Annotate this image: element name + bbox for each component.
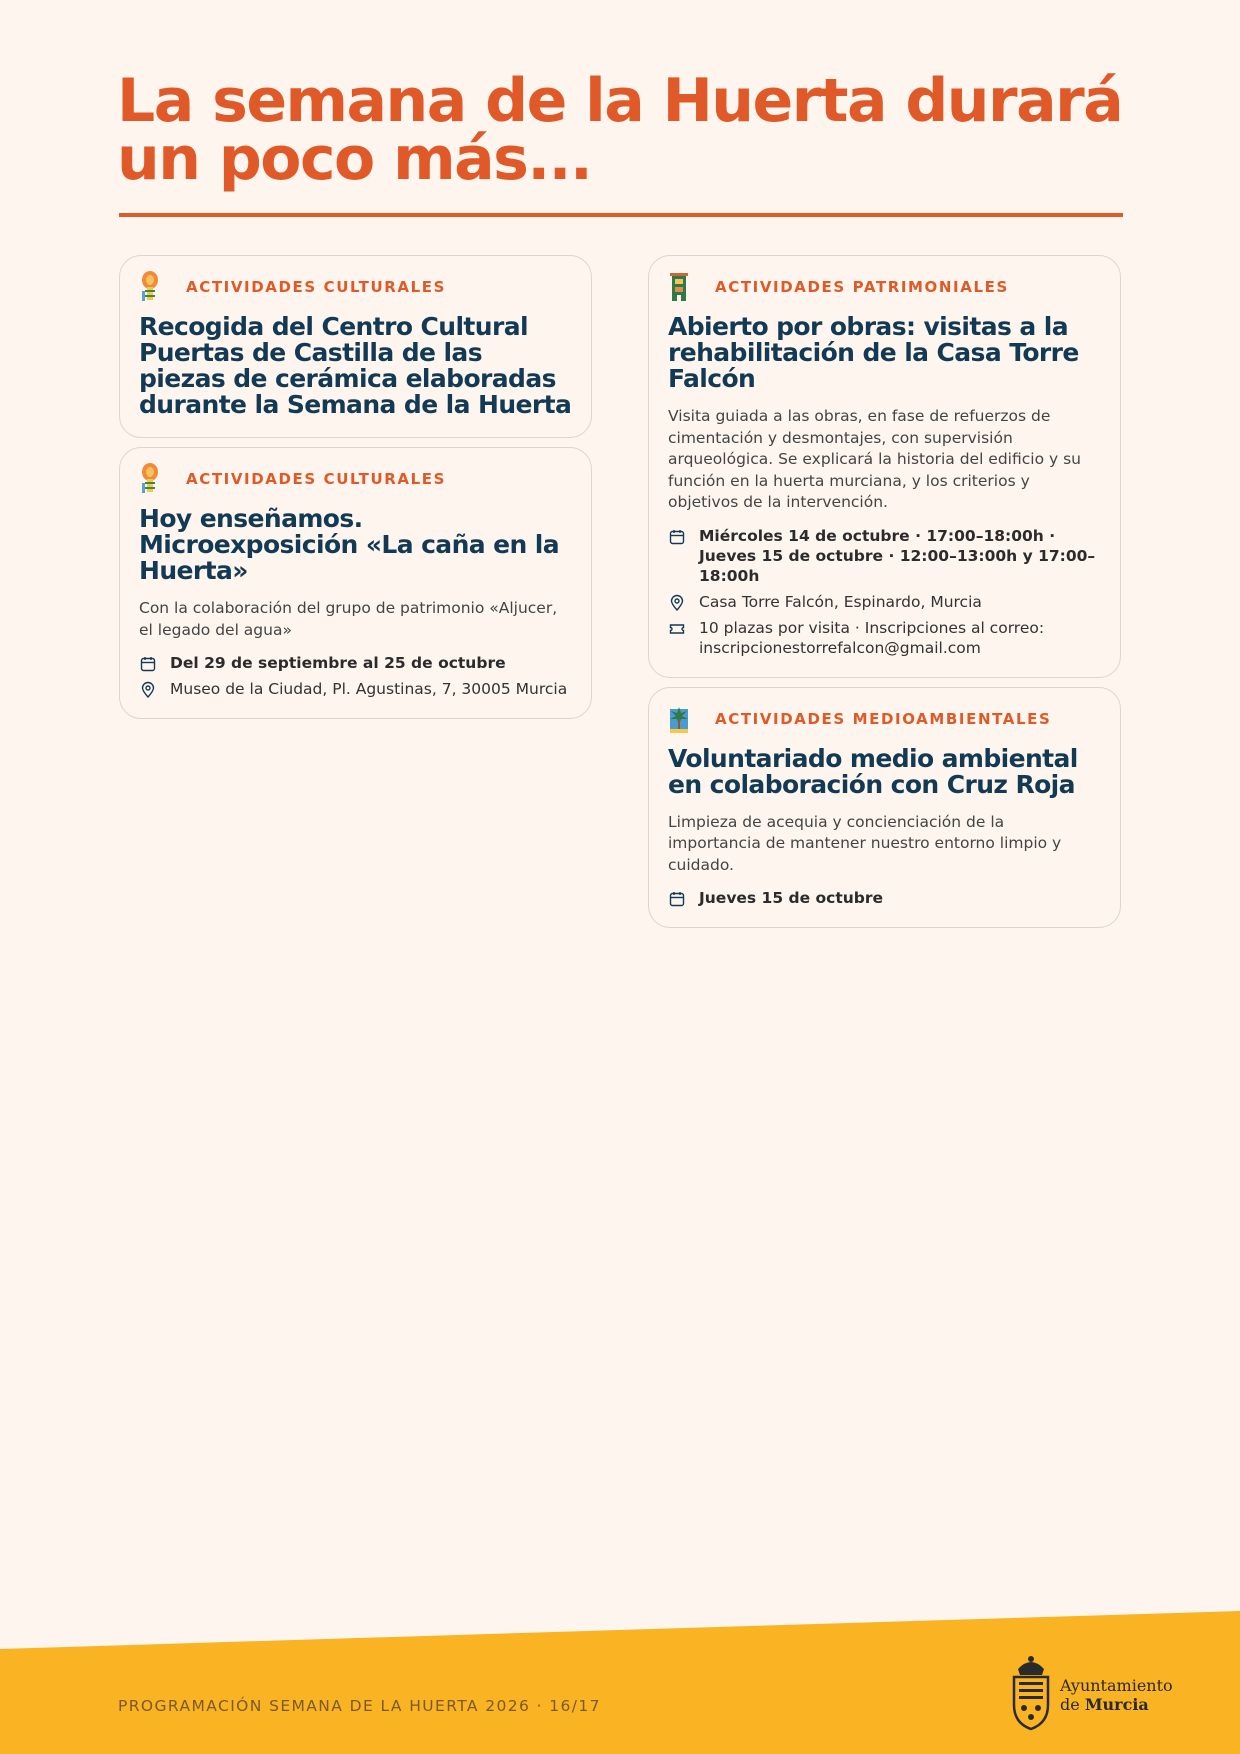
logo-line2-prefix: de: [1060, 1695, 1080, 1714]
event-registration: 10 plazas por visita · Inscripciones al correo: inscripcionestorrefalcon@gmail.com: [699, 618, 1045, 657]
page-title-line2: un poco más...: [117, 124, 592, 194]
category-row: [668, 702, 1101, 736]
event-description: Visita guiada a las obras, en fase de refuerzos de cimentación y desmontajes, con supervisión arqueológica. Se explicará la historia del edificio y su función en la huerta murciana, y los criterios y objetivos de la intervención.: [668, 407, 1081, 511]
event-description: Limpieza de acequia y concienciación de la importancia de mantener nuestro entorno limpio y cuidado.: [668, 812, 1062, 874]
category-row: [139, 270, 572, 304]
location-row: [668, 592, 1101, 612]
calendar-icon: [668, 528, 686, 546]
footer-page-label: PROGRAMACIÓN SEMANA DE LA HUERTA 2026 · 16/17: [118, 1697, 601, 1715]
calendar-icon: [139, 655, 157, 673]
environment-activity-icon: [668, 703, 690, 735]
heritage-activity-icon: [668, 271, 690, 303]
event-card: [119, 447, 592, 719]
event-location: Casa Torre Falcón, Espinardo, Murcia: [699, 592, 982, 611]
category-row: [668, 270, 1101, 304]
category-label: ACTIVIDADES MEDIOAMBIENTALES: [715, 709, 1052, 728]
event-location: Museo de la Ciudad, Pl. Agustinas, 7, 30005 Murcia: [170, 680, 568, 698]
coat-of-arms-icon: [1010, 1655, 1052, 1735]
date-row: [668, 526, 1101, 586]
logo-line2-strong: Murcia: [1084, 1695, 1149, 1714]
event-meta: [139, 653, 572, 699]
city-council-logo: [1010, 1655, 1173, 1735]
event-card: [119, 255, 592, 438]
logo-wordmark: [1060, 1676, 1173, 1714]
category-label: ACTIVIDADES CULTURALES: [186, 278, 447, 296]
location-pin-icon: [139, 681, 157, 699]
page-title-line1: La semana de la Huerta durará: [117, 66, 1123, 136]
event-description: Con la colaboración del grupo de patrimonio «Aljucer, el legado del agua»: [139, 599, 558, 639]
category-row: [139, 462, 572, 496]
right-column: [648, 255, 1121, 937]
category-label: ACTIVIDADES PATRIMONIALES: [715, 278, 1009, 296]
title-divider: [119, 213, 1123, 217]
event-title: Abierto por obras: visitas a la rehabilitación de la Casa Torre Falcón: [668, 312, 1079, 393]
event-card: [648, 687, 1121, 929]
ticket-row: [668, 618, 1101, 658]
event-date: Del 29 de septiembre al 25 de octubre: [170, 654, 506, 672]
event-date: Miércoles 14 de octubre · 17:00–18:00h · Jueves 15 de octubre · 12:00–13:00h y 17:00–18:00h: [699, 526, 1096, 585]
date-row: [668, 888, 1101, 908]
event-title: Recogida del Centro Cultural Puertas de Castilla de las piezas de cerámica elaboradas durante la Semana de la Huerta: [139, 312, 572, 419]
location-pin-icon: [668, 594, 686, 612]
category-label: ACTIVIDADES CULTURALES: [186, 470, 447, 488]
page-title: [117, 66, 1127, 194]
event-card: [648, 255, 1121, 678]
calendar-icon: [668, 890, 686, 908]
cultural-activity-icon: [139, 271, 161, 303]
left-column: [119, 255, 592, 728]
ticket-icon: [668, 620, 686, 638]
event-date: Jueves 15 de octubre: [699, 889, 884, 907]
event-title: Hoy enseñamos. Microexposición «La caña en la Huerta»: [139, 504, 560, 585]
date-row: [139, 653, 572, 673]
logo-line1: Ayuntamiento: [1060, 1676, 1173, 1695]
event-meta: [668, 526, 1101, 658]
event-title: Voluntariado medio ambiental en colaboración con Cruz Roja: [668, 743, 1078, 799]
event-meta: [668, 888, 1101, 908]
cultural-activity-icon: [139, 463, 161, 495]
location-row: [139, 679, 572, 699]
